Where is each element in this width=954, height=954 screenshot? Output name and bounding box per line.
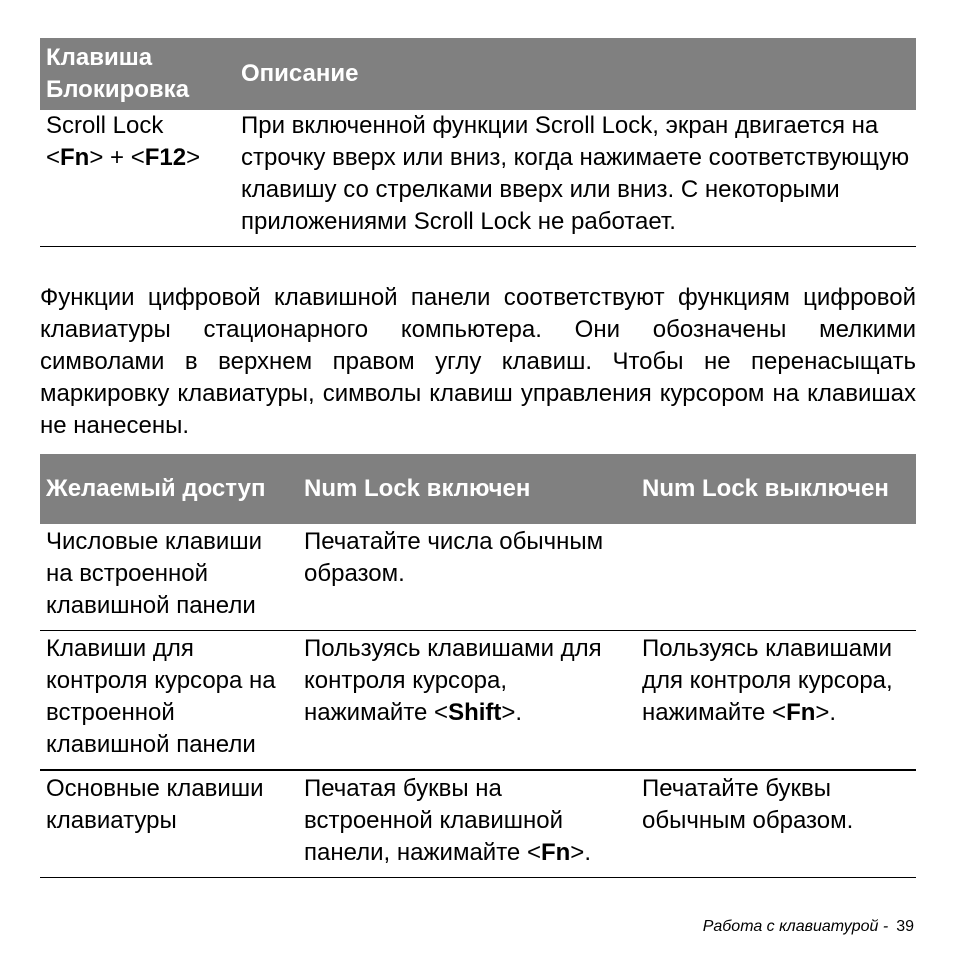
f12-key: F12 bbox=[144, 144, 187, 171]
key-cell bbox=[40, 110, 235, 247]
cell-text: Печатая буквы на встроенной клавишной панели, нажимайте < bbox=[304, 775, 563, 866]
numlock-on-cell: Печатайте числа обычным образом. bbox=[298, 524, 636, 631]
column-header-description: Описание bbox=[235, 38, 916, 110]
combo-text: < bbox=[46, 144, 61, 171]
fn-key: Fn bbox=[786, 699, 816, 726]
combo-text: > bbox=[186, 144, 201, 171]
column-header-numlock-on: Num Lock включен bbox=[298, 454, 636, 524]
fn-key: Fn bbox=[60, 144, 90, 171]
shift-key: Shift bbox=[448, 699, 502, 726]
cell-text: Пользуясь клавишами для контроля курсора, нажимайте < bbox=[642, 635, 893, 726]
cell-text: Пользуясь клавишами для контроля курсора, нажимайте < bbox=[304, 635, 602, 726]
numlock-table bbox=[40, 454, 916, 878]
numlock-off-cell bbox=[636, 524, 916, 631]
numlock-off-cell bbox=[636, 631, 916, 771]
cell-text: >. bbox=[815, 699, 837, 726]
cell-text: >. bbox=[501, 699, 523, 726]
table-row bbox=[40, 770, 916, 878]
column-header-numlock-off: Num Lock выключен bbox=[636, 454, 916, 524]
table-header-row bbox=[40, 454, 916, 524]
column-header-key: Клавиша Блокировка bbox=[40, 38, 235, 110]
lock-keys-table bbox=[40, 38, 916, 247]
column-header-access: Желаемый доступ bbox=[40, 454, 298, 524]
page-footer bbox=[703, 918, 914, 936]
combo-text: > + < bbox=[89, 144, 145, 171]
key-name: Scroll Lock bbox=[46, 112, 164, 139]
numlock-off-cell: Печатайте буквы обычным образом. bbox=[636, 770, 916, 878]
access-cell: Клавиши для контроля курсора на встроенной клавишной панели bbox=[40, 631, 298, 771]
table-row bbox=[40, 110, 916, 247]
page-number: 39 bbox=[896, 918, 914, 935]
numlock-on-cell bbox=[298, 631, 636, 771]
table-header-row bbox=[40, 38, 916, 110]
footer-section-title: Работа с клавиатурой - bbox=[702, 918, 889, 935]
body-paragraph: Функции цифровой клавишной панели соответствуют функциям цифровой клавиатуры стационарного компьютера. Они обозначены мелкими символами в верхнем правом углу клавиш. Чтобы не перенасыщать маркировку клавиатуры, символы клавиш управления курсором на клавишах не нанесены. bbox=[40, 284, 916, 439]
access-cell: Основные клавиши клавиатуры bbox=[40, 770, 298, 878]
table-row bbox=[40, 631, 916, 771]
access-cell: Числовые клавиши на встроенной клавишной панели bbox=[40, 524, 298, 631]
numlock-on-cell bbox=[298, 770, 636, 878]
table-row bbox=[40, 524, 916, 631]
cell-text: >. bbox=[570, 839, 591, 866]
description-cell: При включенной функции Scroll Lock, экран двигается на строчку вверх или вниз, когда нажимаете соответствующую клавишу со стрелками вверх или вниз. С некоторыми приложениями Scroll Lock не работает. bbox=[235, 110, 916, 247]
fn-key: Fn bbox=[540, 839, 571, 866]
